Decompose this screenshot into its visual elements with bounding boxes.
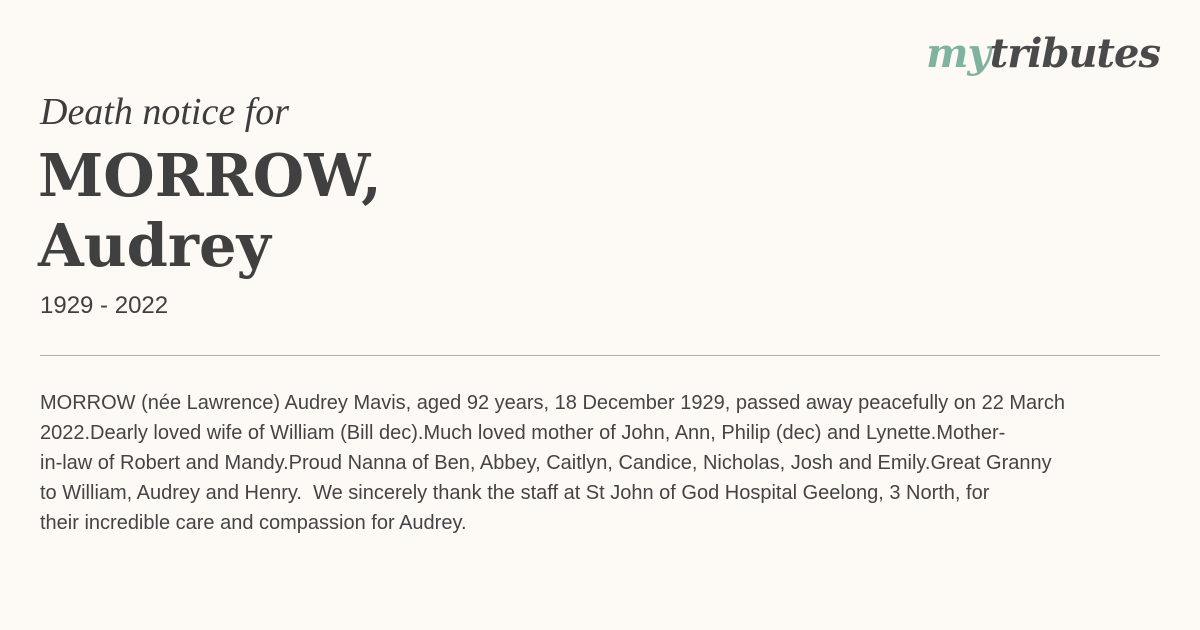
logo-my-text: my [926,30,990,77]
deceased-given-name: Audrey [38,211,271,280]
logo-tributes-text: tributes [989,30,1160,77]
deceased-surname: MORROW, [38,141,382,210]
deceased-name [38,141,382,281]
life-years: 1929 - 2022 [40,292,169,319]
notice-intro-heading: Death notice for [40,91,290,133]
section-divider [40,355,1160,356]
mytributes-logo[interactable] [926,30,1160,77]
notice-body-text: MORROW (née Lawrence) Audrey Mavis, aged 92 years, 18 December 1929, passed away peacefully on 22 March 2022.Dearly loved wife of William (Bill dec).Much loved mother of John, Ann, Philip (dec) and Lynette.Mother- in-law of Robert and Mandy.Proud Nanna of Ben, Abbey, Caitlyn, Candice, Nicholas, Josh and Emily.Great Granny to William, Audrey and Henry. We sincerely thank the staff at St John of God Hospital Geelong, 3 North, for their incredible care and compassion for Audrey. [40,392,1065,534]
